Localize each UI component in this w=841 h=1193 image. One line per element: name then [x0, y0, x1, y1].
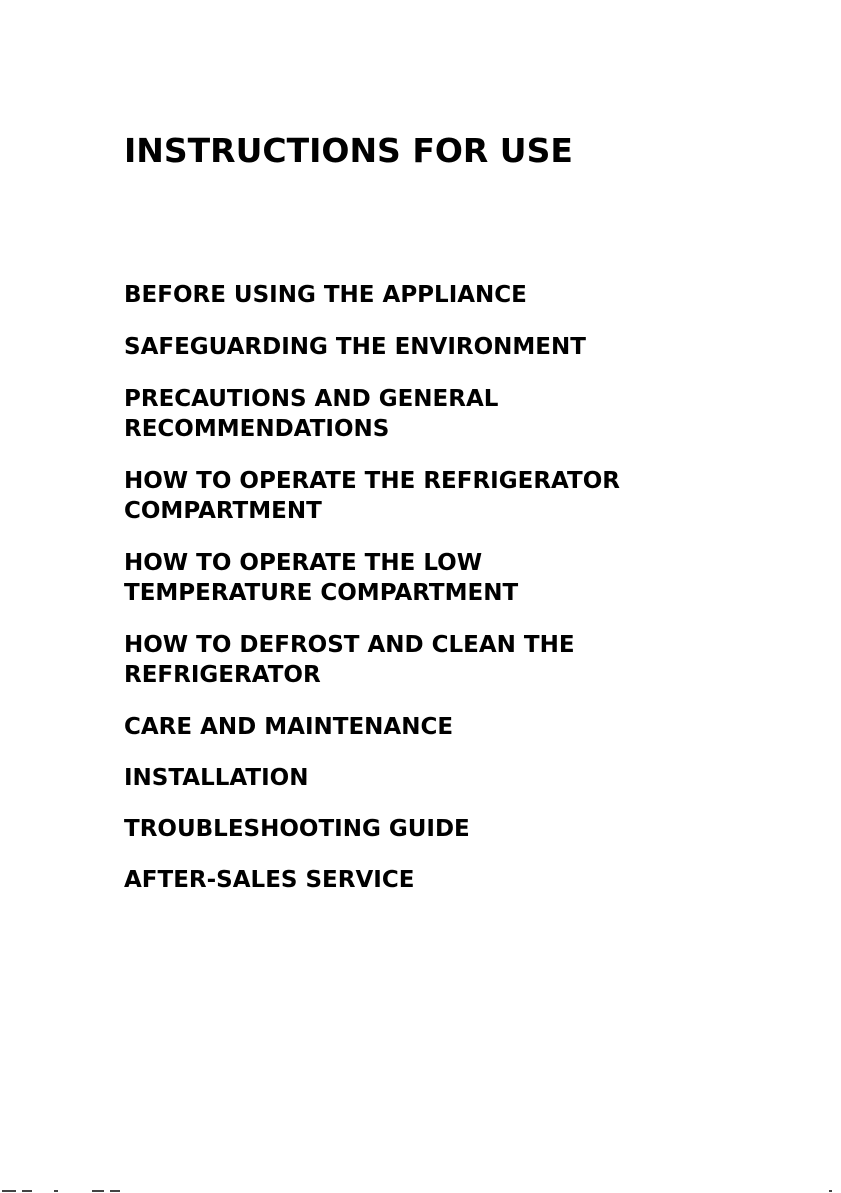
toc-item-line: HOW TO OPERATE THE LOW [124, 550, 483, 576]
print-mark [54, 1190, 58, 1192]
toc-item-line: HOW TO DEFROST AND CLEAN THE [124, 632, 575, 658]
toc-item-installation [124, 763, 764, 793]
print-mark [829, 1190, 832, 1192]
toc-item-troubleshooting [124, 814, 764, 844]
toc-item-line: CARE AND MAINTENANCE [124, 714, 454, 740]
toc-item-precautions [124, 384, 764, 444]
toc-item-line: SAFEGUARDING THE ENVIRONMENT [124, 334, 586, 360]
toc-item-line: INSTALLATION [124, 765, 309, 791]
toc-item-low-temperature [124, 548, 764, 608]
toc-item-defrost-clean [124, 630, 764, 690]
toc-item-line: HOW TO OPERATE THE REFRIGERATOR [124, 468, 621, 494]
toc-item-line: RECOMMENDATIONS [124, 416, 390, 442]
toc-item-care-maintenance [124, 712, 764, 742]
toc-item-line: TEMPERATURE COMPARTMENT [124, 580, 519, 606]
toc-item-line: BEFORE USING THE APPLIANCE [124, 282, 527, 308]
toc-item-line: REFRIGERATOR [124, 662, 321, 688]
print-mark [2, 1190, 16, 1192]
page-title: INSTRUCTIONS FOR USE [124, 131, 573, 170]
toc-item-line: COMPARTMENT [124, 498, 322, 524]
table-of-contents [124, 280, 764, 917]
print-mark [92, 1190, 104, 1192]
toc-item-line: AFTER-SALES SERVICE [124, 867, 415, 893]
print-mark [22, 1190, 32, 1192]
toc-item-refrigerator-compartment [124, 466, 764, 526]
toc-item-after-sales [124, 865, 764, 895]
toc-item-before-using [124, 280, 764, 310]
toc-item-environment [124, 332, 764, 362]
print-mark [110, 1190, 120, 1192]
toc-item-line: PRECAUTIONS AND GENERAL [124, 386, 499, 412]
toc-item-line: TROUBLESHOOTING GUIDE [124, 816, 470, 842]
print-marks [0, 1187, 841, 1193]
